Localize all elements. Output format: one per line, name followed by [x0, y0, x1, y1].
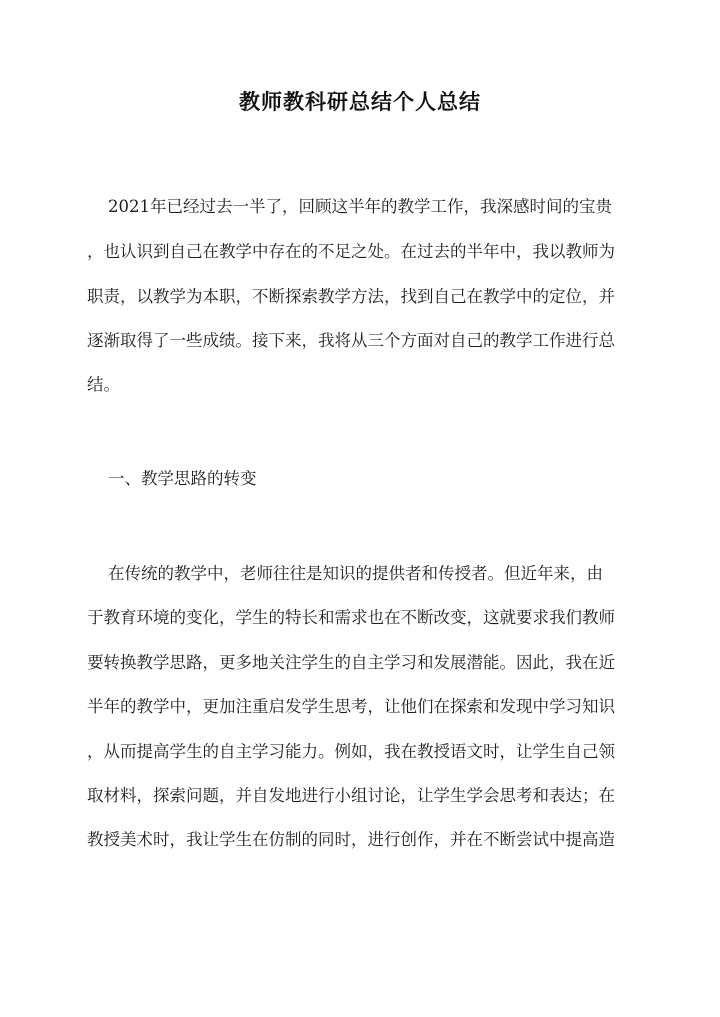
- paragraph-line: 逐渐取得了一些成绩。接下来，我将从三个方面对自己的教学工作进行总: [87, 331, 615, 350]
- section-heading: 一、教学思路的转变: [87, 469, 257, 488]
- paragraph-line: 于教育环境的变化，学生的特长和需求也在不断改变，这就要求我们教师: [87, 608, 615, 627]
- paragraph-line: 要转换教学思路，更多地关注学生的自主学习和发展潜能。因此，我在近: [87, 653, 615, 672]
- paragraph-line: ，从而提高学生的自主学习能力。例如，我在教授语文时，让学生自己领: [87, 742, 615, 761]
- paragraph-line: 2021年已经过去一半了，回顾这半年的教学工作，我深感时间的宝贵: [87, 197, 612, 216]
- document-title: 教师教科研总结个人总结: [239, 89, 481, 114]
- paragraph-line: 职责，以教学为本职，不断探索教学方法，找到自己在教学中的定位，并: [87, 287, 615, 306]
- paragraph-line: 结。: [87, 375, 120, 394]
- paragraph-line: 取材料，探索问题，并自发地进行小组讨论，让学生学会思考和表达；在: [87, 786, 615, 805]
- paragraph-line: ，也认识到自己在教学中存在的不足之处。在过去的半年中，我以教师为: [87, 242, 615, 261]
- paragraph-line: 在传统的教学中，老师往往是知识的提供者和传授者。但近年来，由: [87, 564, 603, 583]
- paragraph-line: 教授美术时，我让学生在仿制的同时，进行创作，并在不断尝试中提高造: [87, 830, 615, 849]
- paragraph-line: 半年的教学中，更加注重启发学生思考，让他们在探索和发现中学习知识: [87, 697, 615, 716]
